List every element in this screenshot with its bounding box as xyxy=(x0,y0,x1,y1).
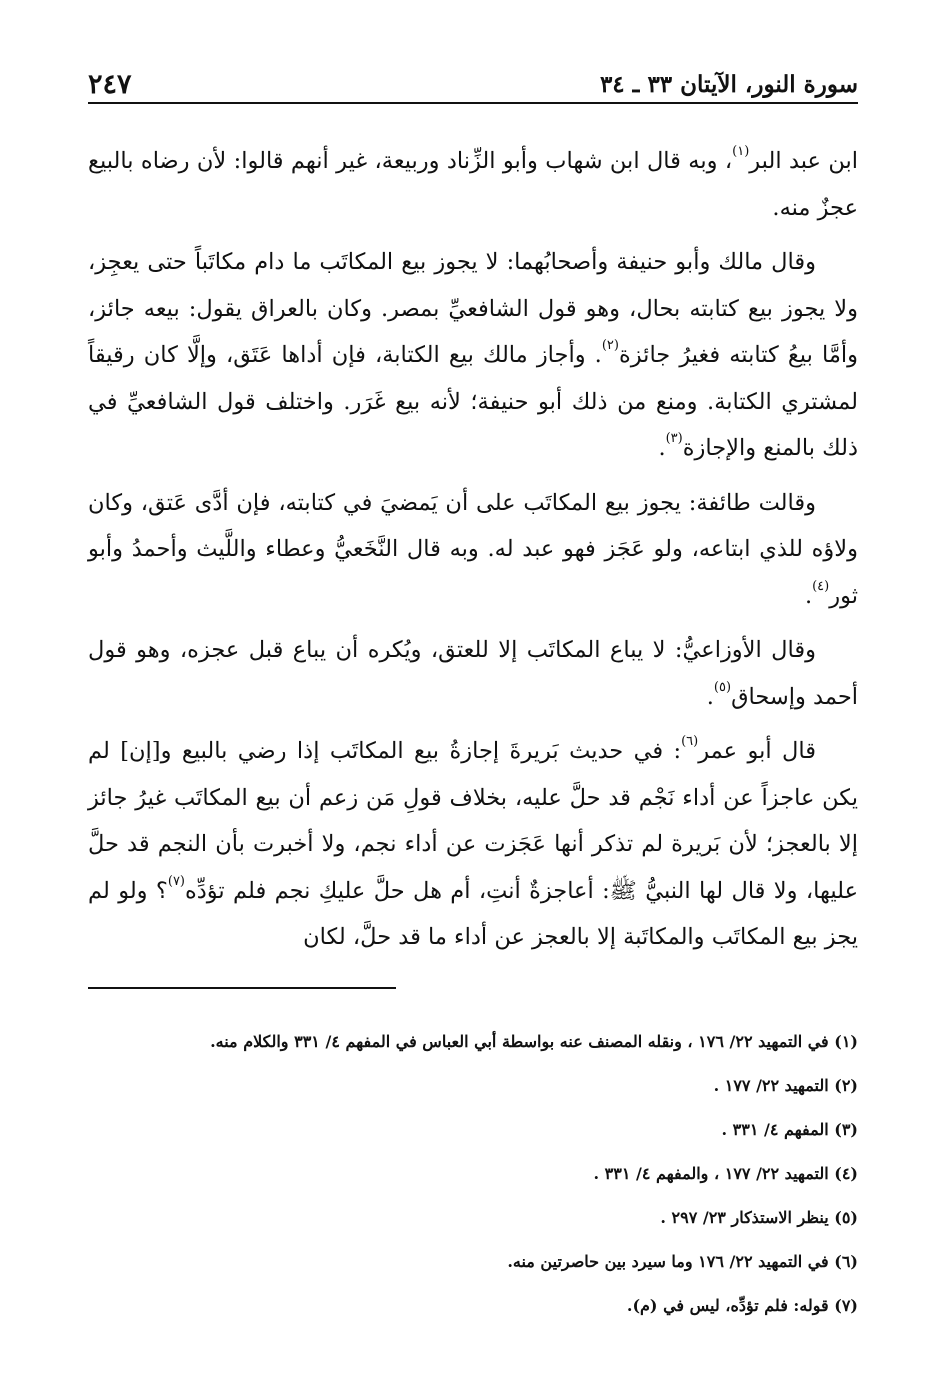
footnote-marker[interactable]: (٥) xyxy=(713,679,732,695)
page-number: ٢٤٧ xyxy=(88,69,132,100)
paragraph xyxy=(88,480,858,620)
paragraph-text: . xyxy=(804,582,813,609)
paragraph xyxy=(88,728,858,961)
footnote-item: (٤) التمهيد ٢٢/ ١٧٧ ، والمفهم ٤/ ٣٣١ . xyxy=(593,1164,858,1183)
paragraph-text: قال أبو عمر xyxy=(698,738,817,764)
footnote-marker[interactable]: (٤) xyxy=(812,578,830,594)
paragraph-text: . xyxy=(658,435,666,461)
footnote-marker[interactable]: (٦) xyxy=(681,734,699,749)
footnote-marker[interactable]: (٢) xyxy=(601,338,619,353)
paragraph-text: . وأجاز مالك بيع الكتابة، فإن أداها عَتَق، وإلَّا كان رقيقاً لمشتري الكتابة. ومنع من ذلك أبو حنيفة؛ لأنه بيع غَرَر. واختلف قول الشافعيِّ في ذلك بالمنع والإجازة xyxy=(88,342,858,461)
paragraph-text: ؟ ولو لم يجز بيع المكاتَب والمكاتَبة إلا بالعجز عن أداء ما قد حلَّ، لكان xyxy=(88,877,858,950)
footnote-item: (٧) قوله: فلم تؤدِّه، ليس في (م). xyxy=(626,1296,858,1315)
footnote-item: (٦) في التمهيد ٢٢/ ١٧٦ وما سيرد بين حاصرتين منه. xyxy=(507,1252,858,1271)
paragraph-text: : في حديث بَريرةَ إجازةُ بيع المكاتَب إذا رضي بالبيع و[إن] لم يكن عاجزاً عن أداء نَجْم قد حلَّ عليه، بخلاف قولِ مَن زعم أن بيع المكاتَب غيرُ جائز إلا بالعجز؛ لأن بَريرة لم تذكر أنها عَجَزت عن أداء نجم، ولا أخبرت بأن النجم قد حلَّ عليها، ولا قال لها النبيُّ ﷺ: أعاجزةٌ أنتِ، أم هل حلَّ عليكِ نجم فلم تؤدِّه xyxy=(88,738,859,904)
paragraph-text: وقالت طائفة: يجوز بيع المكاتَب على أن يَمضيَ في كتابته، فإن أدَّى عَتق، وكان ولاؤه للذي ابتاعه، ولو عَجَز فهو عبد له. وبه قال النَّخَعيُّ وعطاء واللَّيث وأحمدُ وأبو ثور xyxy=(88,489,858,609)
paragraph xyxy=(88,627,858,720)
footnote-marker[interactable]: (١) xyxy=(732,144,750,159)
paragraph-text: ، وبه قال ابن شهاب وأبو الزِّناد وربيعة، غير أنهم قالوا: لأن رضاه بالبيع عجزٌ منه. xyxy=(88,148,858,221)
footnote-marker[interactable]: (٧) xyxy=(167,873,185,889)
paragraph xyxy=(88,138,858,231)
paragraph-text: وقال مالك وأبو حنيفة وأصحابُهما: لا يجوز بيع المكاتَب ما دام مكاتَباً حتى يعجِز، ولا يجوز بيع كتابته بحال، وهو قول الشافعيِّ بمصر. وكان بالعراق يقول: بيعه جائز، وأمَّا بيعُ كتابته فغيرُ جائزة xyxy=(88,249,858,368)
paragraph-text: وقال الأوزاعيُّ: لا يباع المكاتَب إلا للعتق، ويُكره أن يباع قبل عجزه، وهو قول أحمد وإسحاق xyxy=(88,637,858,710)
footnote-item: (٢) التمهيد ٢٢/ ١٧٧ . xyxy=(713,1076,858,1095)
footnotes xyxy=(88,1020,858,1328)
paragraph xyxy=(88,239,858,472)
paragraph-text: . xyxy=(706,683,714,710)
footnote-item: (٣) المفهم ٤/ ٣٣١ . xyxy=(721,1120,858,1139)
footnote-marker[interactable]: (٣) xyxy=(665,431,683,446)
footnote-item: (٥) ينظر الاستذكار ٢٣/ ٢٩٧ . xyxy=(660,1208,858,1227)
footnote-separator xyxy=(88,987,396,989)
paragraph-text: ابن عبد البر xyxy=(749,148,859,174)
page-header xyxy=(88,62,858,104)
main-text xyxy=(88,138,858,969)
running-title: سورة النور، الآيتان ٣٣ ـ ٣٤ xyxy=(599,71,858,98)
footnote-item: (١) في التمهيد ٢٢/ ١٧٦ ، ونقله المصنف عنه بواسطة أبي العباس في المفهم ٤/ ٣٣١ والكلام منه. xyxy=(210,1032,858,1051)
